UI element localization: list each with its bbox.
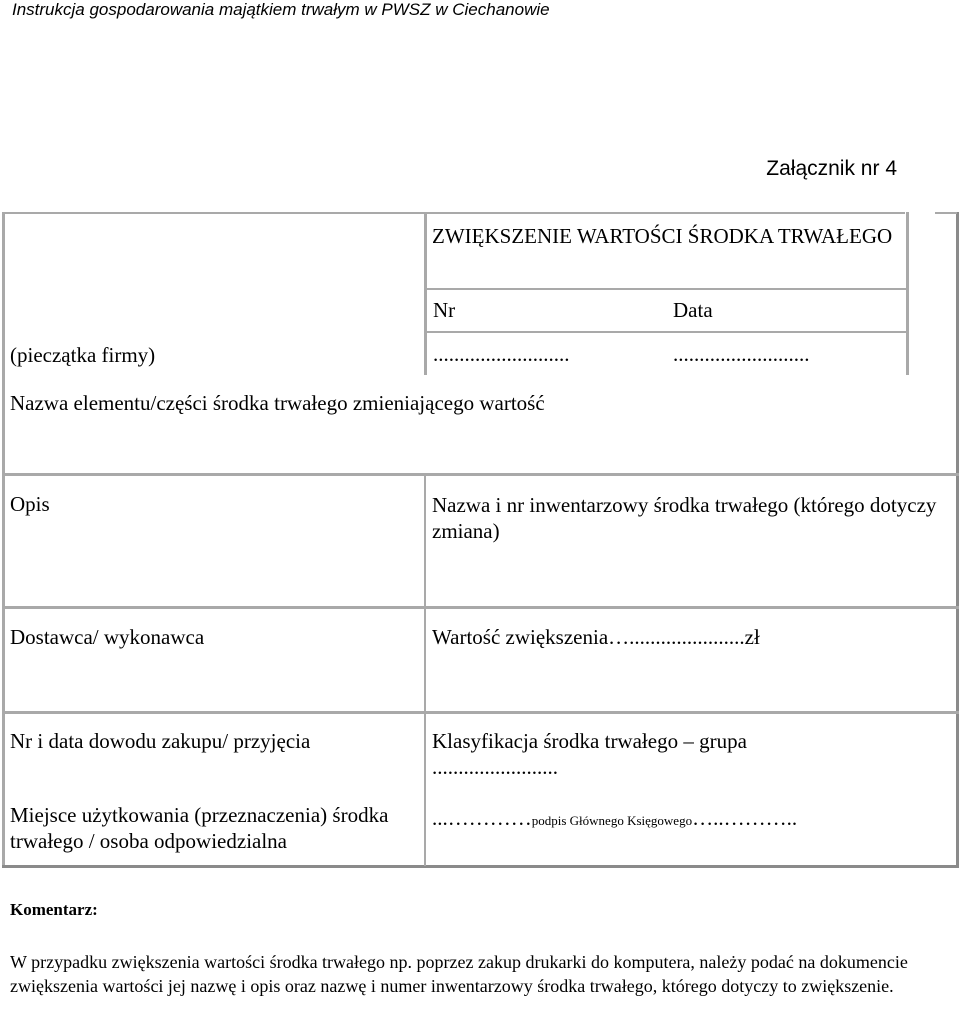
title-box-border-left (424, 212, 427, 375)
title-box-border-right (906, 212, 909, 375)
comment-label: Komentarz: (10, 900, 98, 919)
table-border-bottom (2, 865, 959, 868)
signature-label: podpis Głównego Księgowego (531, 813, 693, 828)
increase-value-label: Wartość zwiększenia…......................zł (432, 625, 760, 649)
data-field: .......................... (673, 342, 810, 366)
table-border-top-right (935, 212, 957, 214)
nr-field: .......................... (433, 342, 570, 366)
nr-data-divider (424, 331, 907, 333)
title-box-divider (424, 288, 907, 290)
nr-label: Nr (433, 298, 456, 322)
purchase-document-label: Nr i data dowodu zakupu/ przyjęcia (10, 729, 311, 753)
opis-label: Opis (10, 492, 50, 516)
stamp-label: (pieczątka firmy) (10, 343, 156, 367)
row-divider-3 (5, 711, 959, 714)
document-header-title: Instrukcja gospodarowania majątkiem trwałym w PWSZ w Ciechanowie (12, 0, 550, 19)
column-divider (424, 476, 426, 866)
table-border-left (2, 212, 5, 868)
signature-line (432, 806, 797, 833)
data-label: Data (673, 298, 713, 322)
signature-dots-right: …..……….. (692, 806, 798, 830)
attachment-label: Załącznik nr 4 (766, 157, 897, 180)
row-divider-2 (5, 606, 959, 609)
row-divider-1 (5, 473, 959, 476)
element-name-label: Nazwa elementu/części środka trwałego zmieniającego wartość (10, 391, 545, 415)
location-label: Miejsce użytkowania (przeznaczenia) środka trwałego / osoba odpowiedzialna (10, 803, 389, 853)
form-title: ZWIĘKSZENIE WARTOŚCI ŚRODKA TRWAŁEGO (432, 224, 893, 248)
supplier-label: Dostawca/ wykonawca (10, 625, 205, 649)
signature-dots-left: ...………… (432, 806, 532, 830)
asset-name-label: Nazwa i nr inwentarzowy środka trwałego (którego dotyczy zmiana) (432, 493, 937, 543)
table-border-top (5, 212, 905, 214)
comment-text: W przypadku zwiększenia wartości środka trwałego np. poprzez zakup drukarki do komputera, należy podać na dokumencie zwiększenia wartości jej nazwę i opis oraz nazwę i numer inwentarzowy środka trwałego, którego dotyczy to zwiększenie. (10, 952, 908, 996)
classification-label: Klasyfikacja środka trwałego – grupa ........................ (432, 729, 747, 779)
table-border-right (956, 212, 959, 868)
